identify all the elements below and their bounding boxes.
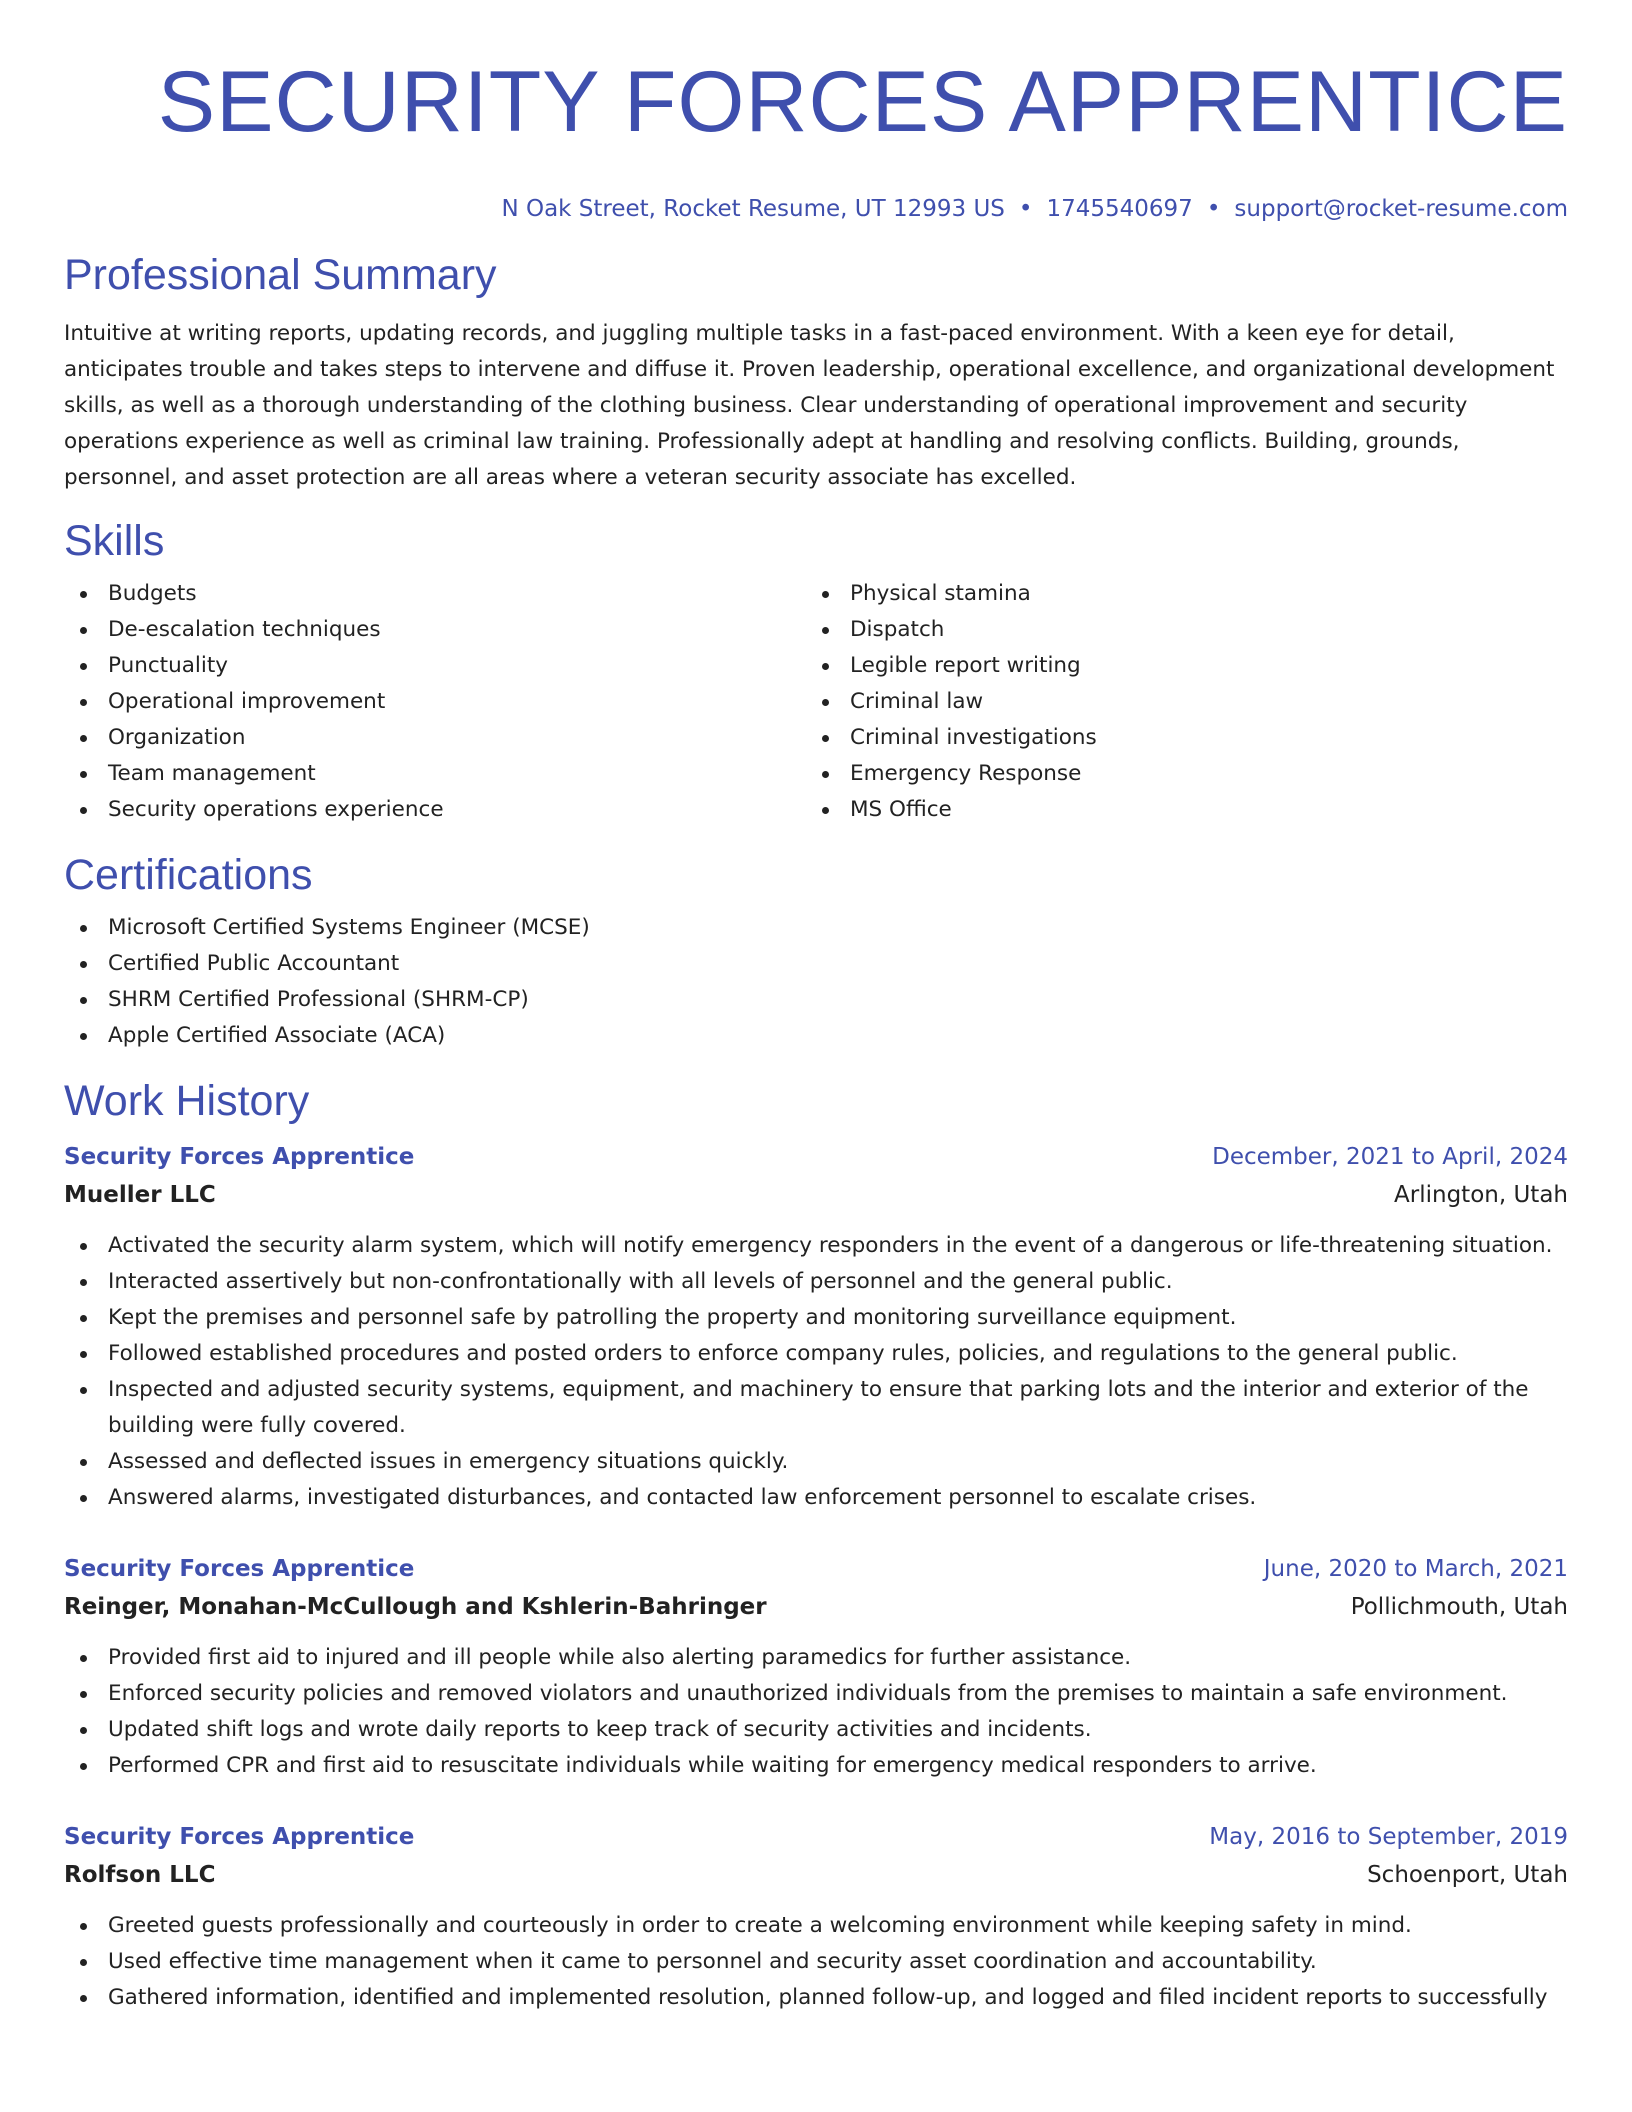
job-company: Rolfson LLC — [64, 1862, 216, 1888]
certification-item: Certified Public Accountant — [64, 946, 1568, 982]
certifications-section — [64, 848, 1568, 1054]
contact-separator: • — [1206, 196, 1221, 222]
certification-item: Microsoft Certified Systems Engineer (MCSE) — [64, 910, 1568, 946]
job-entry — [64, 1138, 1568, 1516]
skill-item: Physical stamina — [806, 576, 1548, 612]
job-location: Pollichmouth, Utah — [1350, 1594, 1568, 1620]
resume-title: SECURITY FORCES APPRENTICE — [157, 54, 1568, 150]
job-bullets — [64, 1640, 1568, 1784]
job-title: Security Forces Apprentice — [64, 1144, 415, 1170]
contact-line — [64, 194, 1568, 224]
skills-section — [64, 514, 1568, 828]
job-entry — [64, 1818, 1568, 2016]
job-bullet: Kept the premises and personnel safe by patrolling the property and monitoring surveillance equipment. — [64, 1300, 1568, 1336]
skill-item: Operational improvement — [64, 684, 806, 720]
skill-item: De-escalation techniques — [64, 612, 806, 648]
job-dates: May, 2016 to September, 2019 — [1209, 1824, 1568, 1850]
job-entry — [64, 1550, 1568, 1784]
job-bullet: Assessed and deflected issues in emergency situations quickly. — [64, 1444, 1568, 1480]
skill-item: Legible report writing — [806, 648, 1548, 684]
skill-item: Team management — [64, 756, 806, 792]
job-bullet: Gathered information, identified and implemented resolution, planned follow-up, and logged and filed incident reports to successfully — [64, 1980, 1568, 2016]
skill-item: MS Office — [806, 792, 1548, 828]
skills-columns — [64, 576, 1568, 828]
job-bullet: Updated shift logs and wrote daily reports to keep track of security activities and incidents. — [64, 1712, 1568, 1748]
summary-heading: Professional Summary — [64, 251, 497, 299]
work-history-heading: Work History — [64, 1077, 310, 1125]
job-header-row — [64, 1550, 1568, 1588]
job-bullet: Interacted assertively but non-confrontationally with all levels of personnel and the general public. — [64, 1264, 1568, 1300]
summary-text: Intuitive at writing reports, updating records, and juggling multiple tasks in a fast-paced environment. With a keen eye for detail, anticipates trouble and takes steps to intervene and diffuse it. Proven leadership, operational excellence, and organizational development skills, as well as a thorough understanding of the clothing business. Clear understanding of operational improvement and security operations experience as well as criminal law training. Professionally adept at handling and resolving conflicts. Building, grounds, personnel, and asset protection are all areas where a veteran security associate has excelled. — [64, 321, 1555, 490]
job-title: Security Forces Apprentice — [64, 1556, 415, 1582]
job-bullet: Followed established procedures and posted orders to enforce company rules, policies, and regulations to the general public. — [64, 1336, 1568, 1372]
address: N Oak Street, Rocket Resume, UT 12993 US — [501, 196, 1005, 222]
summary-section — [64, 248, 1568, 496]
job-company: Mueller LLC — [64, 1182, 216, 1208]
job-bullet: Performed CPR and first aid to resuscitate individuals while waiting for emergency medical responders to arrive. — [64, 1748, 1568, 1784]
job-bullet: Provided first aid to injured and ill people while also alerting paramedics for further assistance. — [64, 1640, 1568, 1676]
job-bullet: Enforced security policies and removed violators and unauthorized individuals from the premises to maintain a safe environment. — [64, 1676, 1568, 1712]
job-dates: June, 2020 to March, 2021 — [1263, 1556, 1568, 1582]
job-bullet: Answered alarms, investigated disturbances, and contacted law enforcement personnel to escalate crises. — [64, 1480, 1568, 1516]
skill-item: Budgets — [64, 576, 806, 612]
job-bullet: Inspected and adjusted security systems, equipment, and machinery to ensure that parking lots and the interior and exterior of the building were fully covered. — [64, 1372, 1568, 1444]
skill-item: Criminal investigations — [806, 720, 1548, 756]
job-header-row — [64, 1138, 1568, 1176]
job-dates: December, 2021 to April, 2024 — [1212, 1144, 1568, 1170]
certification-item: SHRM Certified Professional (SHRM-CP) — [64, 982, 1568, 1018]
skill-item: Organization — [64, 720, 806, 756]
skills-list-right — [806, 576, 1548, 828]
skill-item: Dispatch — [806, 612, 1548, 648]
email-link[interactable]: support@rocket-resume.com — [1234, 196, 1568, 222]
job-title: Security Forces Apprentice — [64, 1824, 415, 1850]
job-header-row — [64, 1818, 1568, 1856]
skill-item: Security operations experience — [64, 792, 806, 828]
job-location: Schoenport, Utah — [1367, 1862, 1568, 1888]
job-company: Reinger, Monahan-McCullough and Kshlerin-Bahringer — [64, 1594, 767, 1620]
work-history-section — [64, 1074, 1568, 2016]
job-company-row — [64, 1176, 1568, 1214]
skill-item: Criminal law — [806, 684, 1548, 720]
job-bullet: Greeted guests professionally and courteously in order to create a welcoming environment while keeping safety in mind. — [64, 1908, 1568, 1944]
skills-list-left — [64, 576, 806, 828]
skills-heading: Skills — [64, 517, 165, 565]
job-bullets — [64, 1228, 1568, 1516]
phone: 1745540697 — [1046, 196, 1193, 222]
job-company-row — [64, 1588, 1568, 1626]
job-company-row — [64, 1856, 1568, 1894]
certifications-heading: Certifications — [64, 851, 313, 899]
certifications-list — [64, 910, 1568, 1054]
job-bullet: Used effective time management when it came to personnel and security asset coordination and accountability. — [64, 1944, 1568, 1980]
skill-item: Emergency Response — [806, 756, 1548, 792]
job-location: Arlington, Utah — [1394, 1182, 1568, 1208]
contact-separator: • — [1018, 196, 1033, 222]
skill-item: Punctuality — [64, 648, 806, 684]
job-bullets — [64, 1908, 1568, 2016]
job-bullet: Activated the security alarm system, which will notify emergency responders in the event of a dangerous or life-threatening situation. — [64, 1228, 1568, 1264]
certification-item: Apple Certified Associate (ACA) — [64, 1018, 1568, 1054]
